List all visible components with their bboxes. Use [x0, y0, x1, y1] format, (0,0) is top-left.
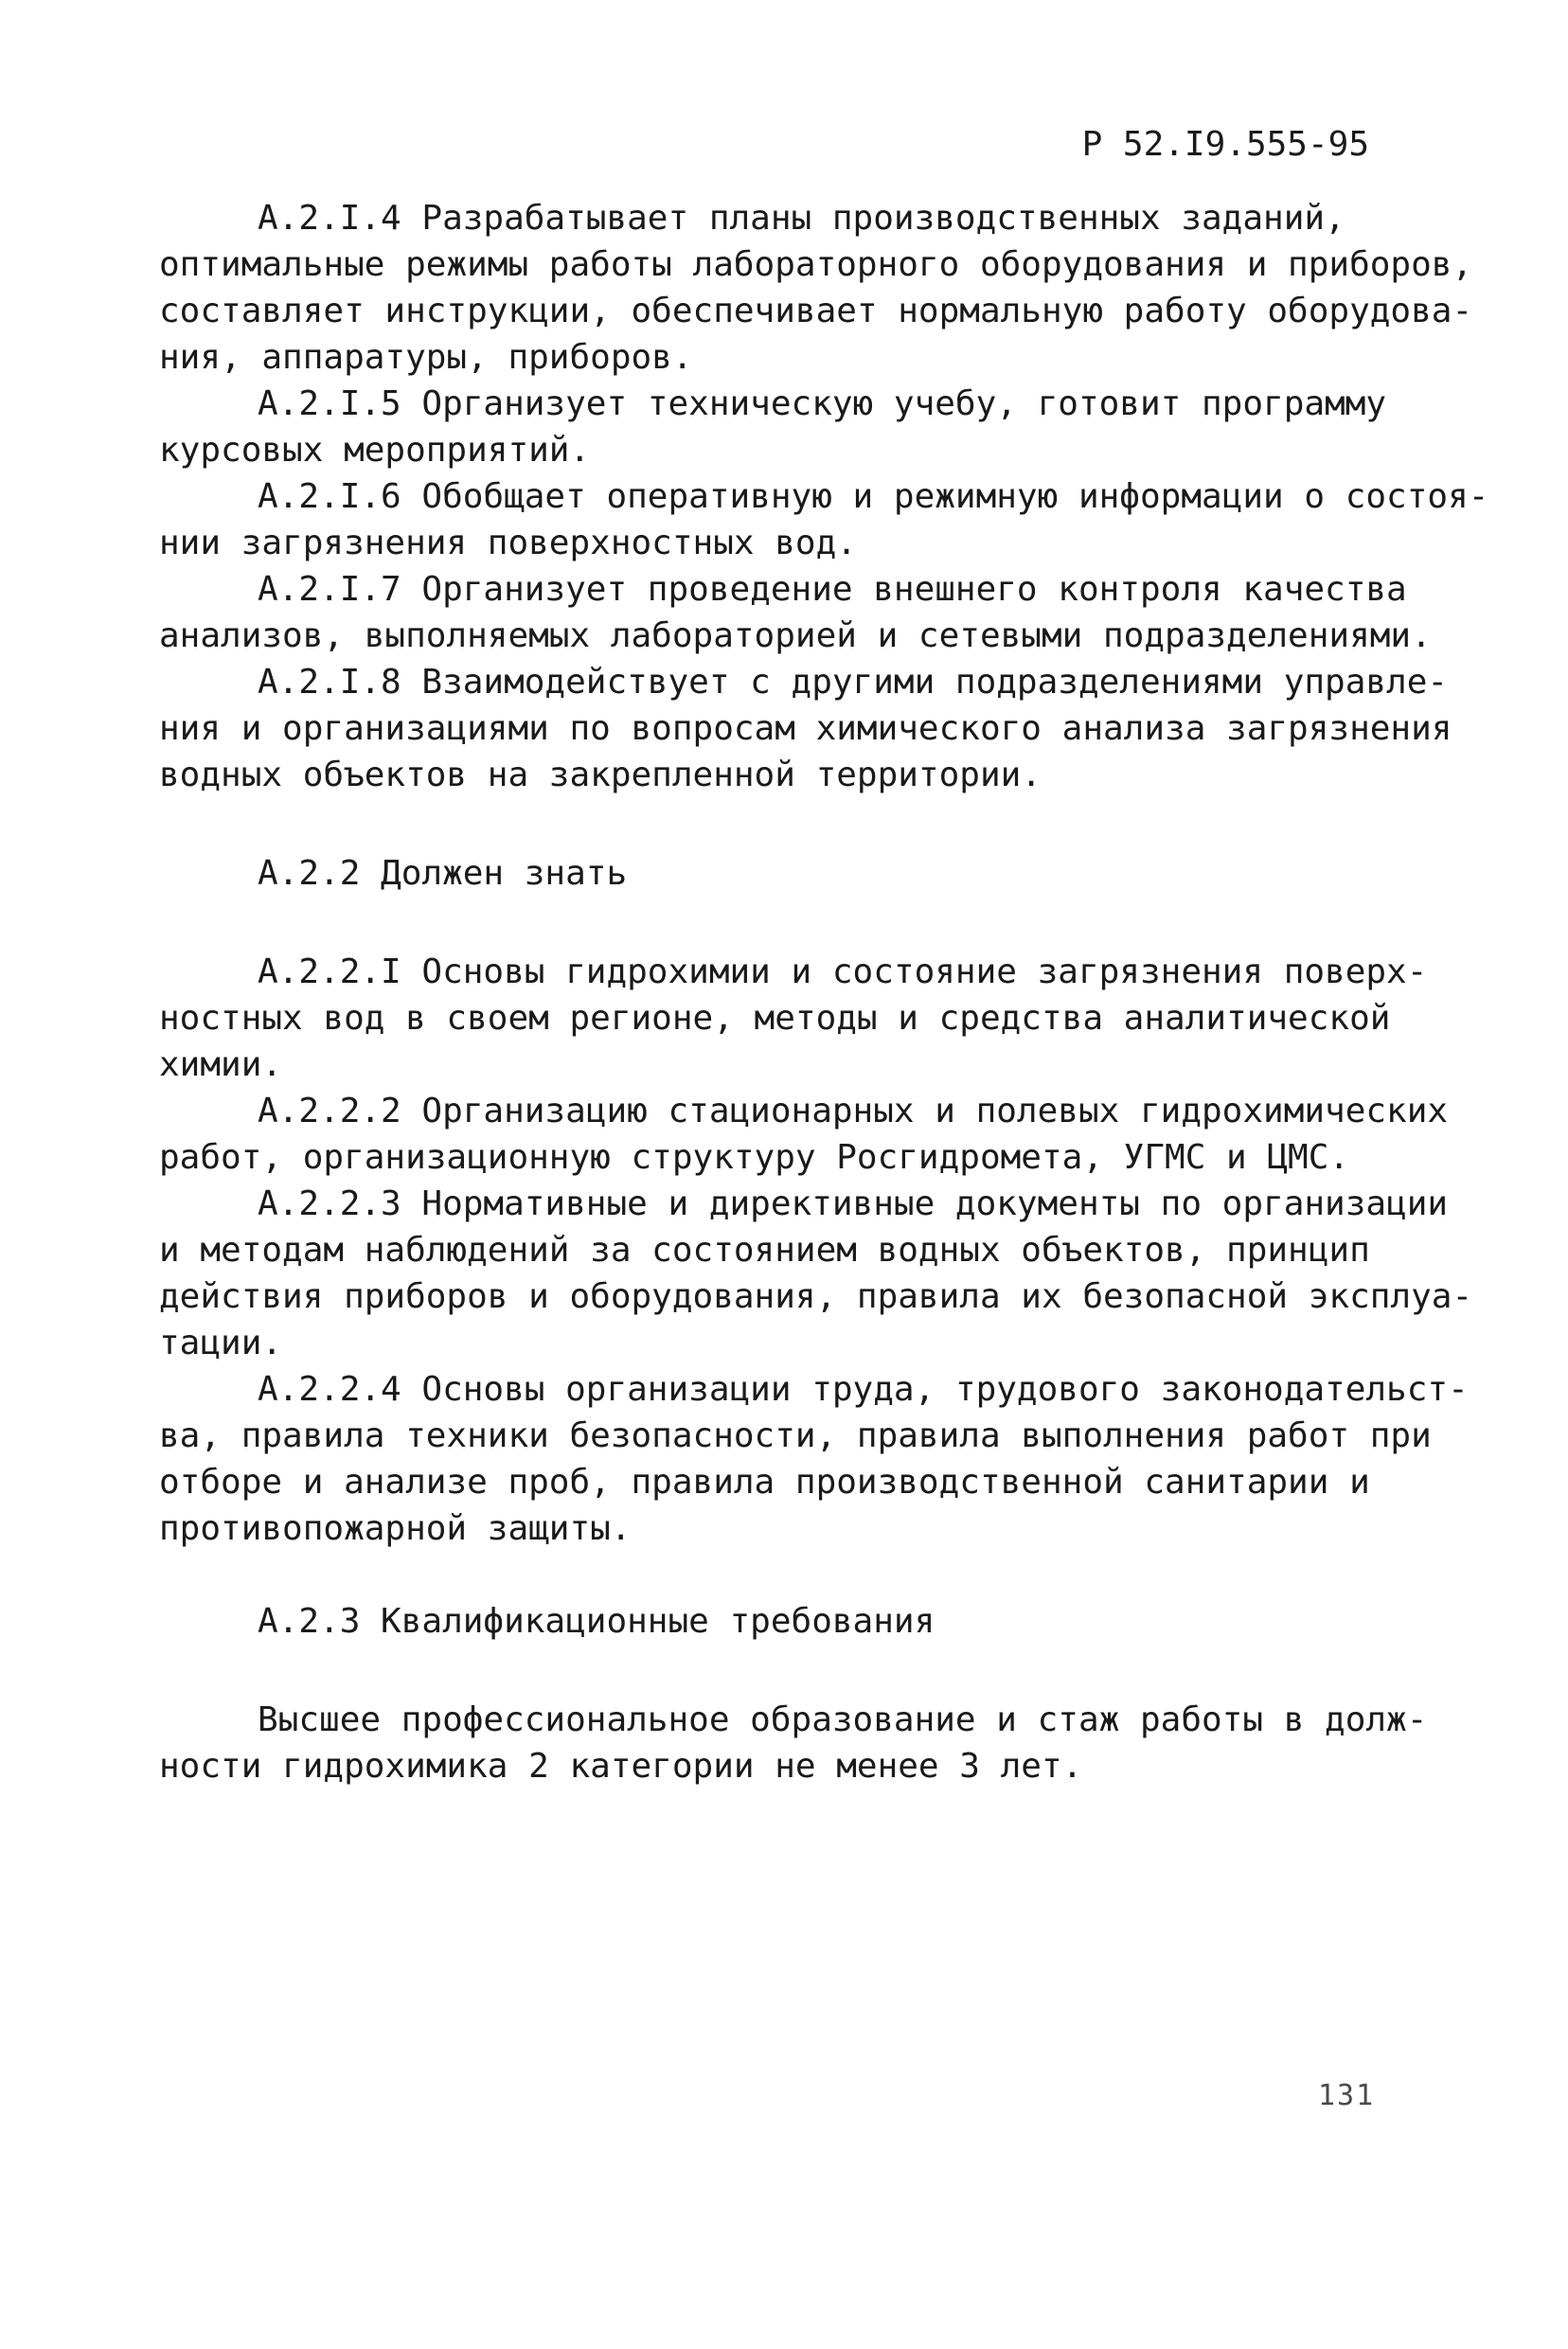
paragraph-line: ности гидрохимика 2 категории не менее 3 лет. — [159, 1747, 1083, 1786]
paragraph-line: А.2.I.6 Обобщает оперативную и режимную информации о состоя- — [258, 477, 1489, 516]
paragraph-line: А.2.2.I Основы гидрохимии и состояние загрязнения поверх- — [258, 952, 1428, 991]
paragraph-line: А.2.I.4 Разрабатывает планы производственных заданий, — [258, 199, 1345, 238]
paragraph-line: А.2.2.2 Организацию стационарных и полевых гидрохимических — [258, 1092, 1449, 1130]
section-heading-a22: А.2.2 Должен знать — [258, 854, 628, 893]
paragraph-line: Высшее профессиональное образование и стаж работы в долж- — [258, 1700, 1428, 1739]
paragraph-line: составляет инструкции, обеспечивает нормальную работу оборудова- — [159, 292, 1473, 330]
paragraph-line: работ, организационную структуру Росгидромета, УГМС и ЦМС. — [159, 1138, 1350, 1177]
paragraph-line: и методам наблюдений за состоянием водных объектов, принцип — [159, 1231, 1370, 1270]
paragraph-line: курсовых мероприятий. — [159, 431, 591, 470]
paragraph-line: химии. — [159, 1045, 283, 1084]
paragraph-line: отборе и анализе проб, правила производственной санитарии и — [159, 1463, 1370, 1502]
section-heading-a23: А.2.3 Квалификационные требования — [258, 1602, 935, 1641]
paragraph-line: А.2.I.5 Организует техническую учебу, готовит программу — [258, 384, 1387, 423]
paragraph-line: А.2.2.4 Основы организации труда, трудового законодательст- — [258, 1370, 1469, 1409]
section-a214-a218 — [159, 195, 1489, 798]
page-number: 131 — [1318, 2079, 1376, 2112]
section-a23 — [159, 1697, 1428, 1789]
paragraph-line: оптимальные режимы работы лабораторного оборудования и приборов, — [159, 245, 1473, 284]
paragraph-line: тации. — [159, 1324, 283, 1362]
paragraph-line: А.2.2.3 Нормативные и директивные документы по организации — [258, 1184, 1449, 1223]
paragraph-line: А.2.I.8 Взаимодействует с другими подразделениями управле- — [258, 663, 1449, 702]
paragraph-line: нии загрязнения поверхностных вод. — [159, 524, 857, 562]
paragraph-line: ния, аппаратуры, приборов. — [159, 338, 693, 377]
paragraph-line: А.2.I.7 Организует проведение внешнего контроля качества — [258, 570, 1407, 609]
paragraph-line: ния и организациями по вопросам химического анализа загрязнения — [159, 709, 1452, 748]
paragraph-line: действия приборов и оборудования, правила их безопасной эксплуа- — [159, 1277, 1473, 1316]
document-code: Р 52.I9.555-95 — [1081, 125, 1369, 164]
section-a22 — [159, 949, 1473, 1552]
paragraph-line: водных объектов на закрепленной территории. — [159, 756, 1042, 794]
paragraph-line: ностных вод в своем регионе, методы и средства аналитической — [159, 999, 1391, 1038]
paragraph-line: анализов, выполняемых лабораторией и сетевыми подразделениями. — [159, 616, 1432, 655]
paragraph-line: противопожарной защиты. — [159, 1509, 632, 1548]
paragraph-line: ва, правила техники безопасности, правила выполнения работ при — [159, 1416, 1432, 1455]
